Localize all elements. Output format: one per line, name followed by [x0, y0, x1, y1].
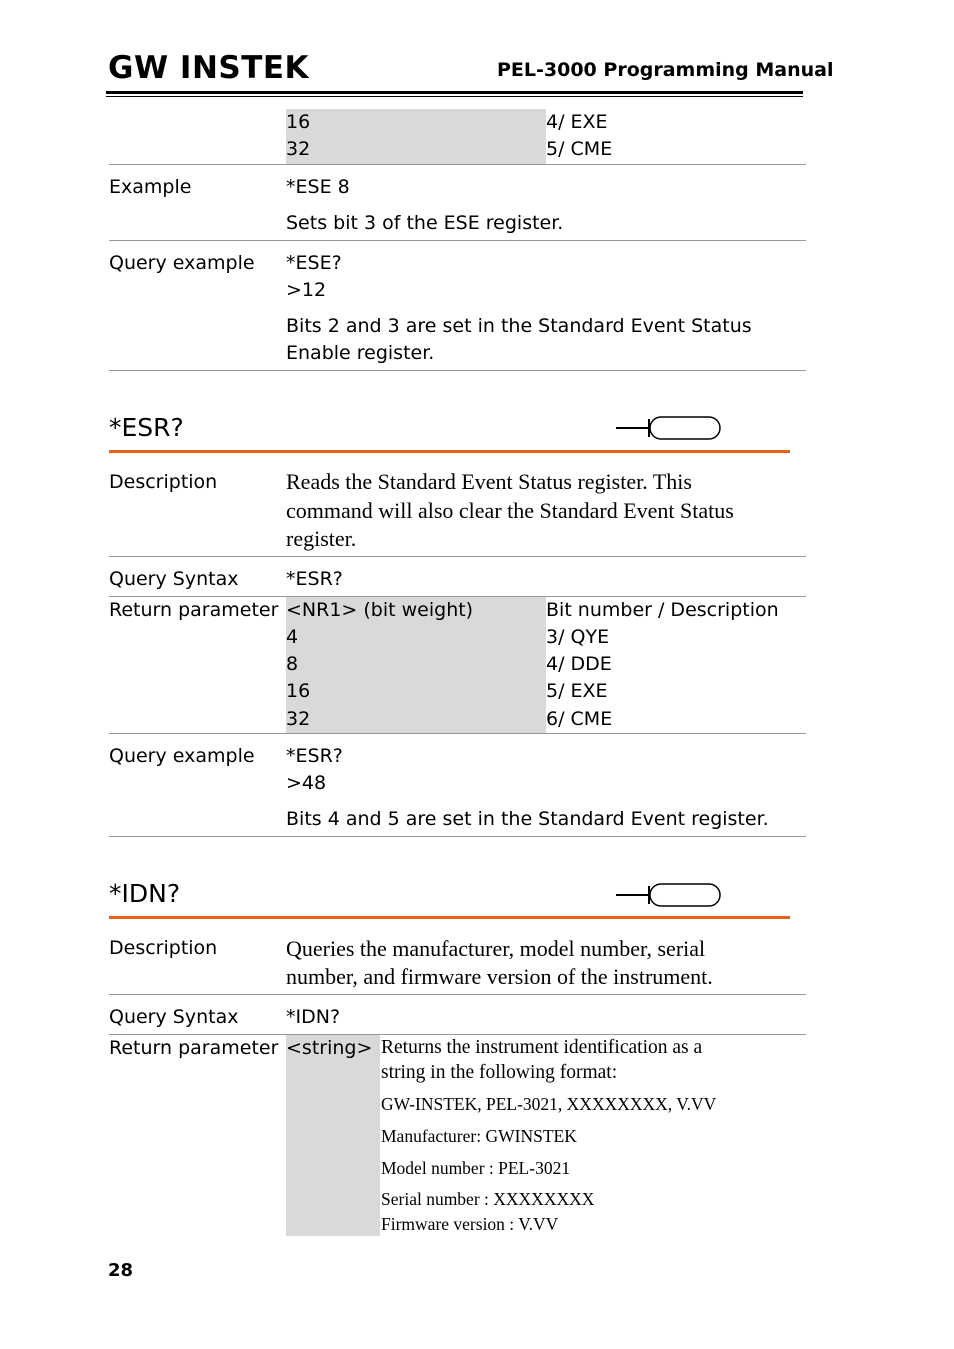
- return-weight: 32: [286, 708, 311, 730]
- divider: [109, 164, 806, 165]
- return-weight: 4: [286, 626, 299, 648]
- ese-bit-exe: 4/ EXE: [546, 111, 608, 133]
- section-title-esr: *ESR?: [109, 413, 184, 442]
- query-example-label: Query example: [109, 252, 255, 274]
- return-description-1: Returns the instrument identification as a: [381, 1037, 703, 1058]
- query-example-response: >12: [286, 279, 327, 301]
- description-label: Description: [109, 471, 218, 493]
- return-weight: 8: [286, 653, 299, 675]
- return-bit: 3/ QYE: [546, 626, 610, 648]
- description-text-1: Queries the manufacturer, model number, serial: [286, 936, 706, 961]
- description-text-1: Reads the Standard Event Status register. This: [286, 469, 692, 494]
- header-rule-thin: [106, 96, 803, 97]
- return-bit: 4/ DDE: [546, 653, 612, 675]
- query-example-command: *ESE?: [286, 252, 342, 274]
- divider: [109, 240, 806, 241]
- query-syntax-label: Query Syntax: [109, 568, 239, 590]
- query-syntax: *IDN?: [286, 1006, 341, 1028]
- example-label: Example: [109, 176, 192, 198]
- idn-firmware: Firmware version : V.VV: [381, 1214, 559, 1234]
- return-parameter-label: Return parameter: [109, 1037, 279, 1059]
- query-syntax: *ESR?: [286, 568, 343, 590]
- idn-model: Model number : PEL-3021: [381, 1158, 571, 1178]
- description-label: Description: [109, 937, 218, 959]
- example-description: Sets bit 3 of the ESE register.: [286, 212, 564, 234]
- query-example-label: Query example: [109, 745, 255, 767]
- description-text-2: number, and firmware version of the instrument.: [286, 964, 713, 989]
- divider: [109, 733, 806, 734]
- query-syntax-label: Query Syntax: [109, 1006, 239, 1028]
- query-example-description: Bits 2 and 3 are set in the Standard Event Status: [286, 315, 752, 337]
- return-bit: 5/ EXE: [546, 680, 608, 702]
- manual-title: PEL-3000 Programming Manual: [497, 59, 834, 81]
- return-weight: 16: [286, 680, 311, 702]
- header-rule-thick: [106, 91, 803, 94]
- section-rule: [109, 916, 790, 919]
- return-parameter-label: Return parameter: [109, 599, 279, 621]
- return-bit: 6/ CME: [546, 708, 613, 730]
- ese-weight-16: 16: [286, 111, 311, 133]
- description-text-2: command will also clear the Standard Event Status: [286, 498, 734, 523]
- divider: [109, 370, 806, 371]
- idn-format: GW-INSTEK, PEL-3021, XXXXXXXX, V.VV: [381, 1094, 717, 1114]
- section-title-idn: *IDN?: [109, 879, 181, 908]
- return-type: <string>: [286, 1037, 373, 1059]
- ese-weight-32: 32: [286, 138, 311, 160]
- query-example-description-2: Enable register.: [286, 342, 435, 364]
- divider: [109, 556, 806, 557]
- query-example-command: *ESR?: [286, 745, 343, 767]
- idn-serial: Serial number : XXXXXXXX: [381, 1189, 595, 1209]
- section-rule: [109, 450, 790, 453]
- ese-table-shade: [286, 109, 546, 164]
- return-header-weight: <NR1> (bit weight): [286, 599, 474, 621]
- page-number: 28: [108, 1260, 134, 1281]
- brand-logo: GW INSTEK: [108, 50, 310, 86]
- return-type-shade: [286, 1035, 380, 1236]
- return-header-bit: Bit number / Description: [546, 599, 779, 621]
- example-command: *ESE 8: [286, 176, 350, 198]
- return-description-2: string in the following format:: [381, 1062, 618, 1083]
- ese-bit-cme: 5/ CME: [546, 138, 613, 160]
- query-arrow-icon: [614, 415, 724, 441]
- divider: [109, 994, 806, 995]
- divider: [109, 836, 806, 837]
- query-example-description: Bits 4 and 5 are set in the Standard Event register.: [286, 808, 769, 830]
- description-text-3: register.: [286, 526, 357, 551]
- query-arrow-icon: [614, 882, 724, 908]
- idn-manufacturer: Manufacturer: GWINSTEK: [381, 1126, 577, 1146]
- query-example-response: >48: [286, 772, 327, 794]
